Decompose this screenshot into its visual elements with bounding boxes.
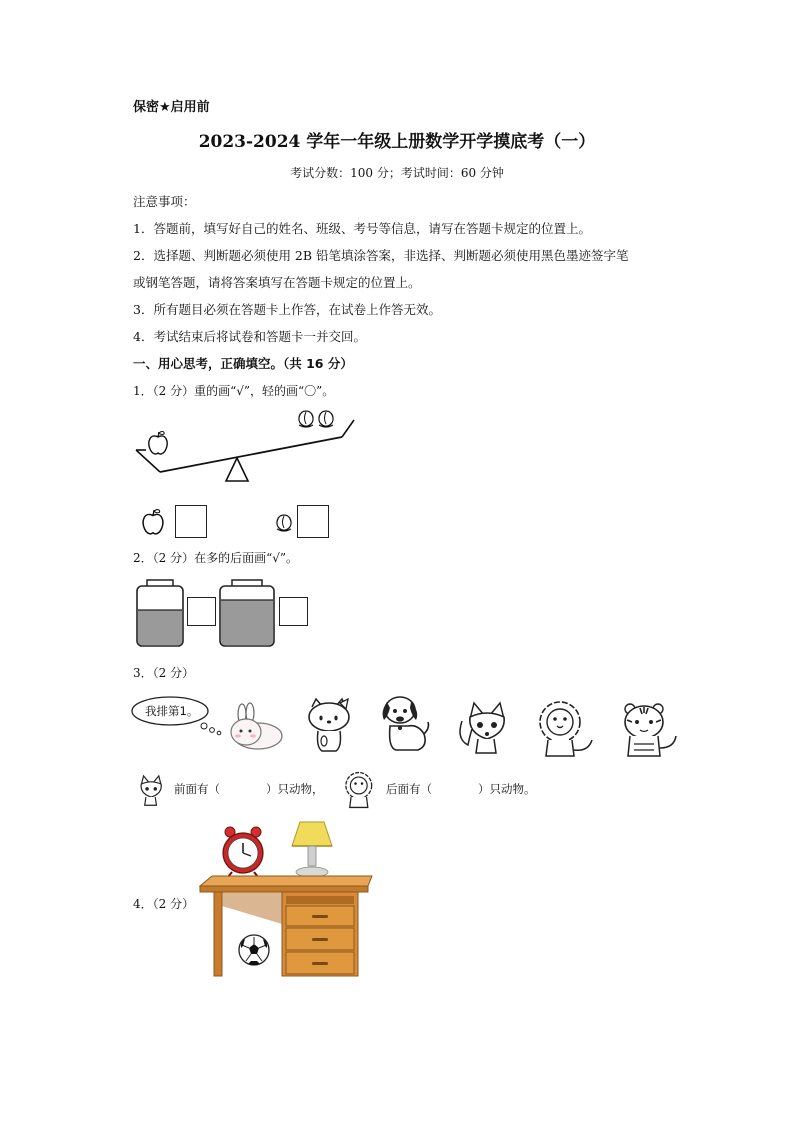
lion-icon	[534, 700, 596, 758]
apple-icon	[140, 508, 166, 536]
soccer-ball-icon	[238, 934, 270, 966]
desk-icon	[200, 874, 372, 978]
question-1-text: 1．（2 分）重的画“√”，轻的画“〇”。	[133, 384, 335, 398]
dog-icon	[378, 694, 432, 754]
bubble-text: 我排第1。	[145, 704, 199, 718]
lamp-icon	[288, 820, 336, 878]
fox-icon	[456, 699, 514, 755]
notice-item: 3．所有题目必须在答题卡上作答，在试卷上作答无效。	[133, 302, 441, 317]
fox-icon	[133, 770, 167, 810]
peach-icon	[296, 408, 316, 430]
container-icon	[219, 579, 275, 647]
section-title: 一、用心思考，正确填空。（共 16 分）	[133, 356, 353, 371]
notice-item: 2．选择题、判断题必须使用 2B 铅笔填涂答案，非选择、判断题必须使用黑色墨迹签字笔	[133, 248, 629, 263]
exam-title: 2023-2024 学年一年级上册数学开学摸底考（一）	[198, 132, 596, 152]
notice-item: 4．考试结束后将试卷和答题卡一并交回。	[133, 329, 366, 344]
apple-icon	[146, 430, 170, 456]
peach-icon	[316, 408, 336, 430]
tiger-icon	[618, 700, 680, 758]
rabbit-icon	[228, 704, 284, 750]
notice-item: 1．答题前，填写好自己的姓名、班级、考号等信息，请写在答题卡规定的位置上。	[133, 221, 591, 236]
answer-box-apple[interactable]	[175, 505, 207, 538]
question-3-text: 3．（2 分）	[133, 666, 195, 680]
answer-box-right[interactable]	[279, 597, 308, 626]
answer-box-peach[interactable]	[297, 505, 329, 538]
back-count-text: 后面有（ ）只动物。	[386, 782, 536, 796]
question-4-text: 4．（2 分）	[133, 897, 195, 911]
lion-icon	[342, 770, 382, 810]
exam-subtitle: 考试分数：100 分；考试时间：60 分钟	[290, 166, 504, 180]
answer-box-left[interactable]	[187, 597, 216, 626]
notice-heading: 注意事项：	[133, 194, 196, 209]
cat-icon	[304, 697, 354, 755]
notice-item: 或钢笔答题，请将答案填写在答题卡规定的位置上。	[133, 275, 421, 290]
clock-icon	[220, 826, 266, 878]
peach-icon	[274, 512, 294, 534]
front-count-text: 前面有（ ）只动物，	[174, 782, 324, 796]
confidential-label: 保密★启用前	[133, 100, 210, 115]
question-2-text: 2．（2 分）在多的后面画“√”。	[133, 551, 299, 565]
container-icon	[136, 579, 184, 647]
